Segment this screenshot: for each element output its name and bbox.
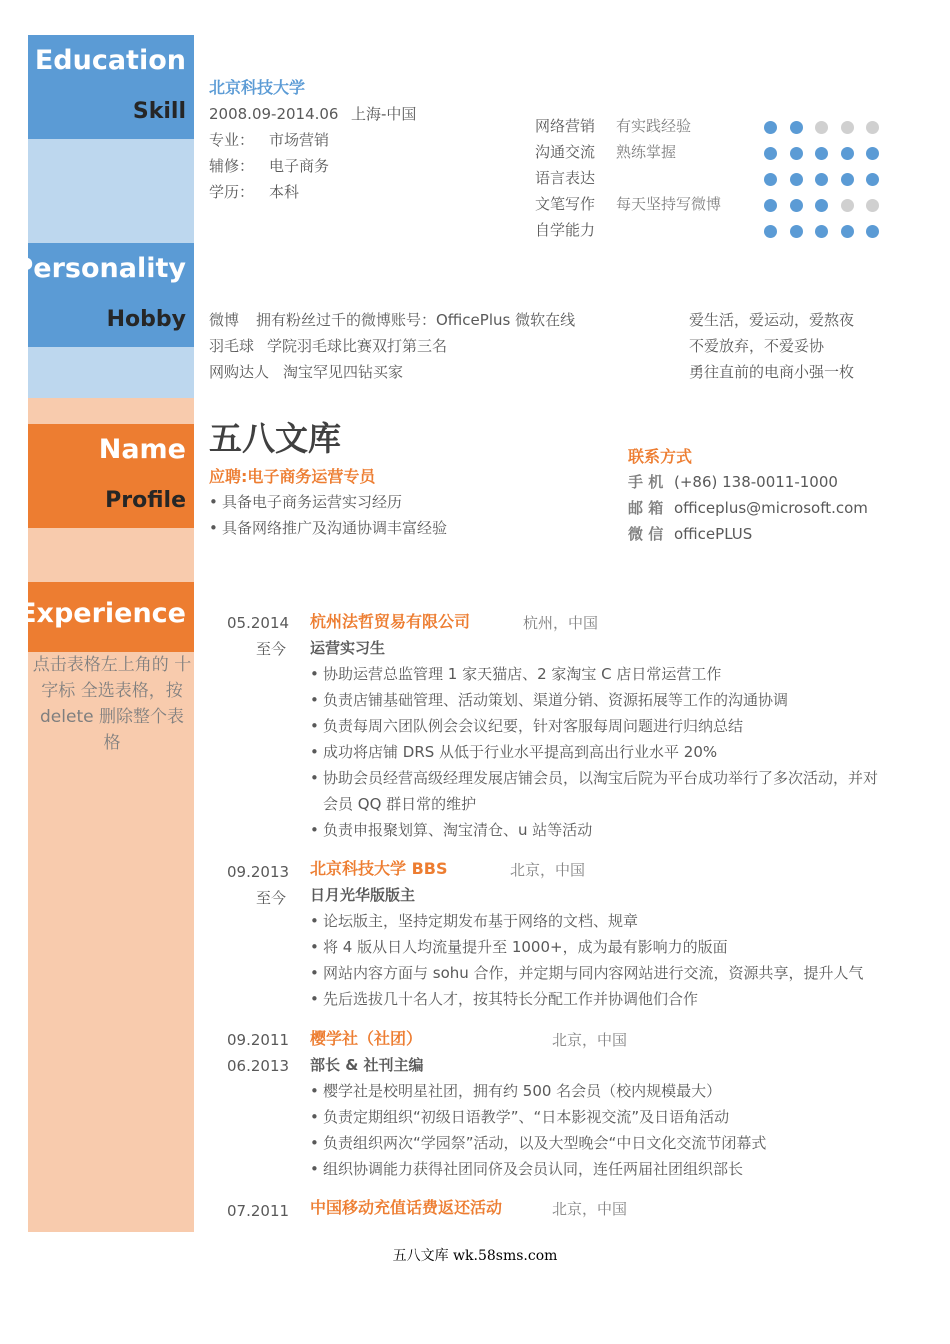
skill-dot-filled (764, 199, 777, 212)
skill-name: 沟通交流 (535, 143, 596, 161)
skill-name: 网络营销 (535, 117, 596, 135)
skill-note: 熟练掌握 (616, 143, 677, 161)
school-name: 北京科技大学 (209, 78, 306, 97)
degree-value: 本科 (269, 183, 300, 201)
hobby-name: 网购达人 (209, 363, 270, 381)
skill-dot-filled (866, 147, 879, 160)
skill-name: 语言表达 (535, 169, 596, 187)
exp-item: • 网站内容方面与 sohu 合作，并定期与同内容网站进行交流，资源共享，提升人气 (310, 963, 864, 983)
exp-item: • 成功将店铺 DRS 从低于行业水平提高到高出行业水平 20% (310, 742, 717, 762)
job-position: 应聘:电子商务运营专员 (209, 467, 376, 486)
exp-place: 杭州，中国 (523, 614, 599, 632)
email-label: 邮 箱 (628, 499, 664, 517)
degree-label: 学历： (209, 183, 255, 201)
wechat-label: 微 信 (628, 525, 664, 543)
exp-item: • 协助运营总监管理 1 家天猫店、2 家淘宝 C 店日常运营工作 (310, 664, 721, 684)
skill-name: 自学能力 (535, 221, 596, 239)
exp-item: • 负责定期组织“初级日语教学”、“日本影视交流”及日语角活动 (310, 1107, 729, 1127)
skill-dot-filled (815, 173, 828, 186)
skill-dot-filled (764, 147, 777, 160)
hobby-label: Hobby (106, 307, 186, 332)
exp-end-date: 至今 (256, 640, 287, 658)
minor-label: 辅修： (209, 157, 255, 175)
skill-dot-filled (815, 199, 828, 212)
hobby-desc: 学院羽毛球比赛双打第三名 (267, 337, 448, 355)
personality-title: Personality (13, 253, 186, 284)
personality-trait: 勇往直前的电商小强一枚 (689, 363, 855, 381)
experience-header-block (18, 582, 194, 652)
profile-point: • 具备电子商务运营实习经历 (209, 492, 402, 512)
minor-value: 电子商务 (269, 157, 330, 175)
skill-dot-filled (841, 147, 854, 160)
exp-item: • 负责组织两次“学园祭”活动，以及大型晚会“中日文化交流节闭幕式 (310, 1133, 766, 1153)
skill-dot-filled (841, 173, 854, 186)
exp-role: 运营实习生 (310, 639, 386, 657)
skill-dot-empty (841, 121, 854, 134)
exp-start-date: 09.2013 (227, 863, 290, 881)
exp-start-date: 07.2011 (227, 1202, 290, 1220)
exp-item: • 负责店铺基础管理、活动策划、渠道分销、资源拓展等工作的沟通协调 (310, 690, 788, 710)
exp-item-continued: 会员 QQ 群日常的维护 (323, 795, 477, 813)
delete-table-hint: 点击表格左上角的 十字标 全选表格，按 delete 删除整个表格 (32, 655, 192, 753)
skill-dot-filled (790, 199, 803, 212)
exp-organization: 中国移动充值话费返还活动 (310, 1198, 503, 1217)
profile-label: Profile (105, 488, 186, 513)
hobby-desc: 淘宝罕见四钻买家 (283, 363, 404, 381)
profile-point: • 具备网络推广及沟通协调丰富经验 (209, 518, 447, 538)
exp-role: 部长 & 社刊主编 (310, 1056, 424, 1074)
name-body-block (28, 528, 194, 582)
contact-title: 联系方式 (628, 447, 693, 466)
exp-place: 北京，中国 (552, 1031, 628, 1049)
exp-place: 北京，中国 (510, 861, 586, 879)
personality-trait: 爱生活，爱运动，爱熬夜 (689, 311, 855, 329)
hobby-name: 微博 (209, 311, 240, 329)
exp-role: 日月光华版版主 (310, 886, 416, 904)
skill-dot-filled (866, 173, 879, 186)
wechat-value: officePLUS (674, 525, 753, 543)
exp-item: • 负责申报聚划算、淘宝清仓、u 站等活动 (310, 820, 592, 840)
hobby-desc: 拥有粉丝过千的微博账号：OfficePlus 微软在线 (256, 311, 576, 329)
personality-trait: 不爱放弃，不爱妥协 (689, 337, 825, 355)
name-header-block (28, 424, 194, 528)
exp-item: • 论坛版主，坚持定期发布基于网络的文档、规章 (310, 911, 638, 931)
footer-watermark: 五八文库 wk.58sms.com (392, 1248, 558, 1264)
exp-item: • 将 4 版从日人均流量提升至 1000+，成为最有影响力的版面 (310, 937, 728, 957)
exp-item: • 组织协调能力获得社团同侪及会员认同，连任两届社团组织部长 (310, 1159, 743, 1179)
exp-item: • 协助会员经营高级经理发展店铺会员，以淘宝后院为平台成功举行了多次活动，并对 (310, 768, 878, 788)
skill-dot-filled (764, 225, 777, 238)
education-header-block (28, 35, 194, 139)
skill-note: 有实践经验 (616, 117, 692, 135)
education-body-block (28, 139, 194, 243)
education-location: 上海-中国 (351, 105, 417, 123)
exp-organization: 樱学社（社团） (310, 1029, 423, 1048)
skill-dot-filled (764, 173, 777, 186)
skill-dot-filled (866, 225, 879, 238)
skill-name: 文笔写作 (535, 195, 596, 213)
exp-organization: 北京科技大学 BBS (310, 859, 448, 878)
name-title: Name (98, 434, 186, 465)
exp-organization: 杭州法哲贸易有限公司 (310, 612, 471, 631)
exp-item: • 樱学社是校明星社团，拥有约 500 名会员（校内规模最大） (310, 1081, 721, 1101)
exp-place: 北京，中国 (552, 1200, 628, 1218)
exp-start-date: 09.2011 (227, 1031, 290, 1049)
exp-end-date: 06.2013 (227, 1057, 290, 1075)
exp-item: • 负责每周六团队例会会议纪要，针对客服每周问题进行归纳总结 (310, 716, 743, 736)
skill-dot-empty (866, 199, 879, 212)
personality-body-block (28, 347, 194, 398)
phone-label: 手 机 (628, 473, 664, 491)
skill-dot-filled (790, 225, 803, 238)
skill-dot-filled (815, 225, 828, 238)
skill-dot-filled (790, 173, 803, 186)
education-period: 2008.09-2014.06 (209, 105, 339, 123)
exp-start-date: 05.2014 (227, 614, 290, 632)
phone-value: (+86) 138-0011-1000 (674, 473, 838, 491)
skill-dot-filled (790, 121, 803, 134)
skill-label: Skill (132, 99, 186, 124)
skill-dot-empty (866, 121, 879, 134)
skill-dot-filled (841, 225, 854, 238)
major-label: 专业： (209, 131, 255, 149)
personality-header-block (13, 243, 194, 347)
skill-dot-filled (815, 147, 828, 160)
exp-end-date: 至今 (256, 889, 287, 907)
skill-dot-filled (790, 147, 803, 160)
skill-dot-filled (764, 121, 777, 134)
skill-note: 每天坚持写微博 (616, 195, 722, 213)
email-value: officeplus@microsoft.com (674, 499, 868, 517)
hobby-name: 羽毛球 (209, 337, 255, 355)
name-top-block (28, 398, 194, 424)
experience-title: Experience (18, 598, 186, 629)
exp-item: • 先后选拔几十名人才，按其特长分配工作并协调他们合作 (310, 989, 698, 1009)
education-title: Education (34, 45, 186, 76)
skill-dot-empty (841, 199, 854, 212)
candidate-name: 五八文库 (209, 419, 341, 458)
major-value: 市场营销 (269, 131, 330, 149)
skill-dot-empty (815, 121, 828, 134)
